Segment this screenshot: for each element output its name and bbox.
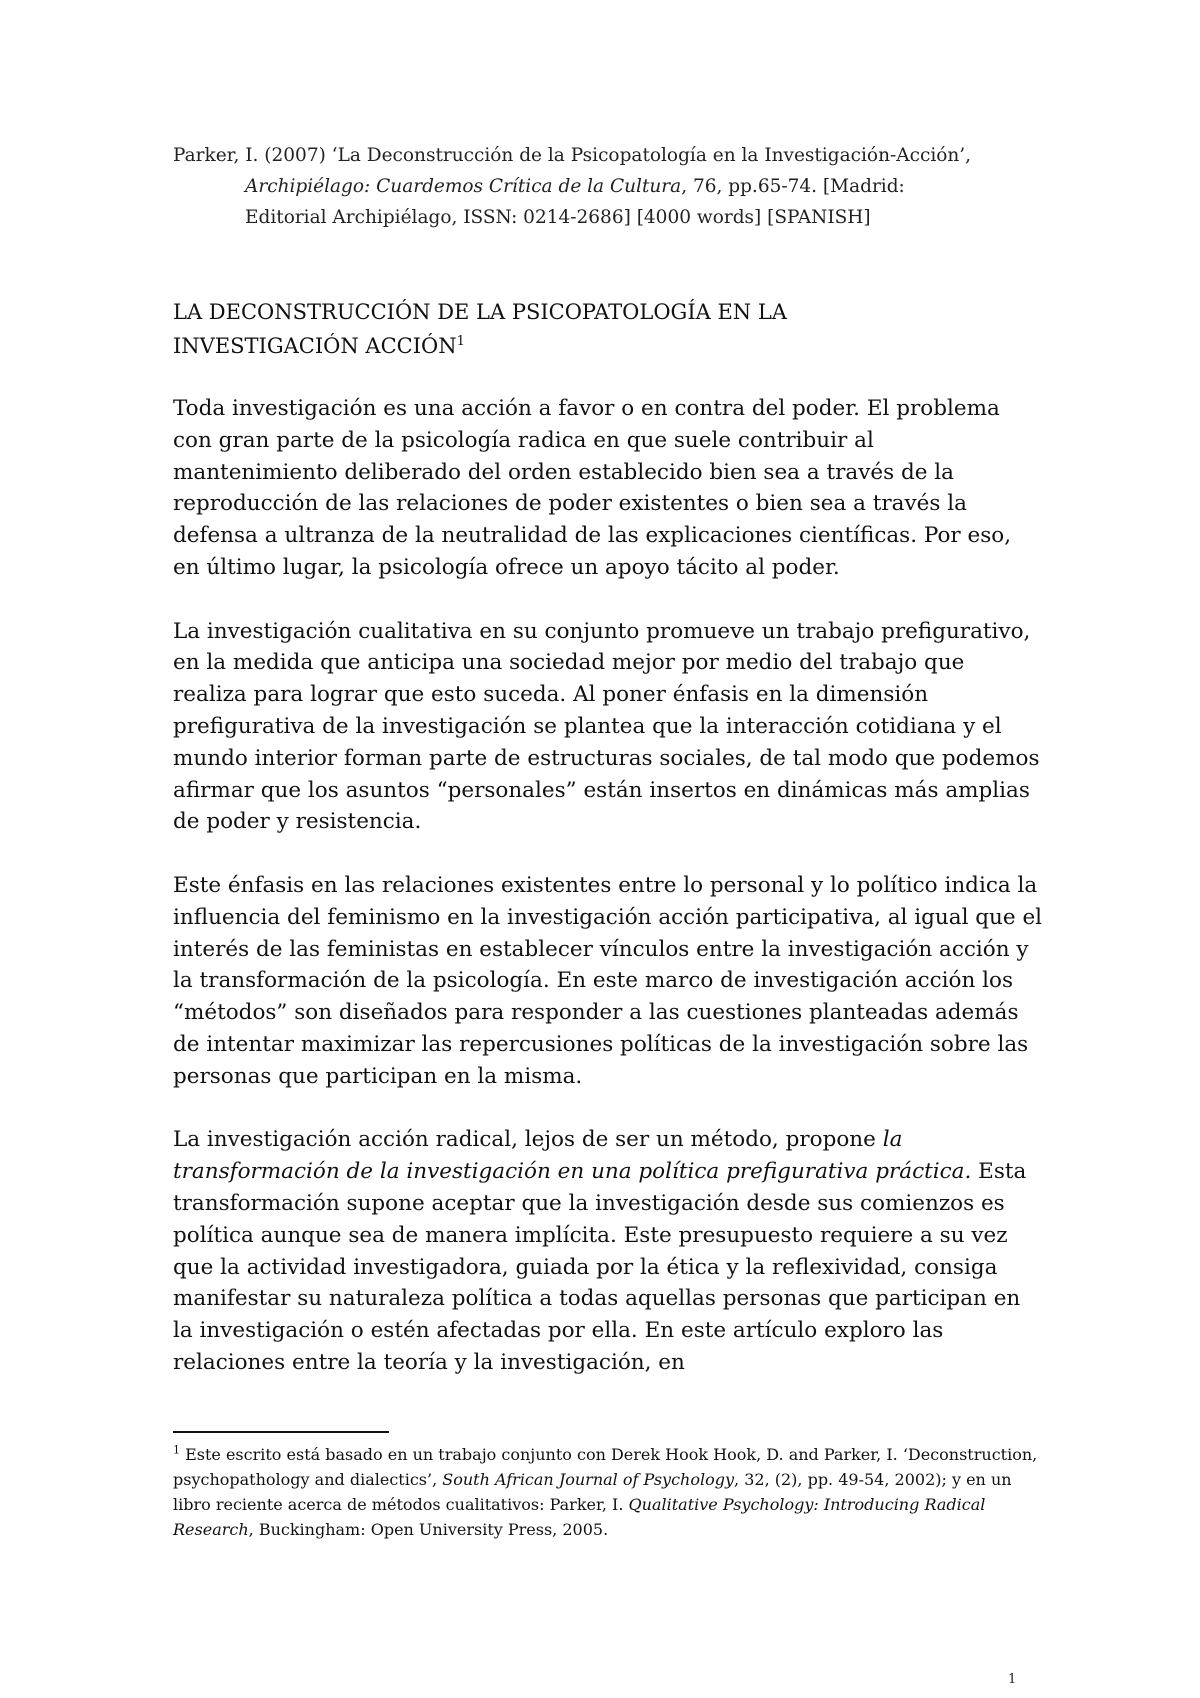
paragraph-3: Este énfasis en las relaciones existentes entre lo personal y lo político indica la influencia del feminismo en la investigación acción participativa, al igual que el interés de las feministas en establecer vínculos entre la investigación acción y la transformación de la psicología. En este marco de investigación acción los “métodos” son diseñados para responder a las cuestiones planteadas además de intentar maximizar las repercusiones políticas de la investigación sobre las personas que participan en la misma. [173,872,1043,1089]
article-title [173,295,1053,363]
paragraph-2: La investigación cualitativa en su conjunto promueve un trabajo prefigurativo, en la medida que anticipa una sociedad mejor por medio del trabajo que realiza para lograr que esto suceda. Al poner énfasis en la dimensión prefigurativa de la investigación se plantea que la interacción cotidiana y el mundo interior forman parte de estructuras sociales, de tal modo que podemos afirmar que los asuntos “personales” están insertos en dinámicas más amplias de poder y resistencia. [173,618,1040,835]
footnote-text-1: Este escrito está basado en un trabajo conjunto con Derek Hook Hook, D. and Parker, I. ‘Deconstruction, psychopathology and dialectics’, [173,1445,1038,1489]
citation-details: , 76, pp.65-74. [Madrid: [681,176,905,197]
title-line-1: LA DECONSTRUCCIÓN DE LA PSICOPATOLOGÍA EN LA [173,300,787,324]
footnote-journal: South African Journal of Psychology [442,1470,735,1489]
title-line-2-wrap [173,329,1053,363]
citation-line-3: Editorial Archipiélago, ISSN: 0214-2686] [4000 words] [SPANISH] [245,207,871,228]
footnote-marker: 1 [173,1443,180,1457]
journal-title: Archipiélago: Cuardemos Crítica de la Cultura [245,176,682,197]
citation-line-1: Parker, I. (2007) ‘La Deconstrucción de la Psicopatología en la Investigación-Acción’, [173,145,972,166]
page-number: 1 [1008,1672,1017,1687]
footnote-separator [173,1431,389,1433]
paragraph-4-emphasis: la transformación de la investigación en una política prefigurativa práctica. [173,1127,972,1185]
paragraph-4-start: La investigación acción radical, lejos de ser un método, propone [173,1127,883,1153]
paragraph-1: Toda investigación es una acción a favor o en contra del poder. El problema con gran parte de la psicología radica en que suele contribuir al mantenimiento deliberado del orden establecido bien sea a través de la reproducción de las relaciones de poder existentes o bien sea a través la defensa a ultranza de la neutralidad de las explicaciones científicas. Por eso, en último lugar, la psicología ofrece un apoyo tácito al poder. [173,396,1012,580]
title-footnote-marker: 1 [456,334,465,349]
citation-line-2 [173,171,1053,202]
footnote-text-3: , Buckingham: Open University Press, 2005. [248,1520,609,1539]
paragraph-4-rest: Esta transformación supone aceptar que la investigación desde sus comienzos es política aunque sea de manera implícita. Este presupuesto requiere a su vez que la actividad investigadora, guiada por la ética y la reflexividad, consiga manifestar su naturaleza política a todas aquellas personas que participan en la investigación o estén afectadas por ella. En este artículo exploro las relaciones entre la teoría y la investigación, en [173,1159,1027,1375]
citation-header [173,140,1053,233]
footnote-1 [173,1442,1038,1542]
title-line-2: INVESTIGACIÓN ACCIÓN [173,334,457,358]
footnote-text-2: , 32, (2), pp. 49-54, 2002); y en un libro reciente acerca de métodos cualitativos: Parker, I. [173,1470,1012,1514]
paragraph-4 [173,1124,1043,1378]
footnote-book: Qualitative Psychology: Introducing Radical Research [173,1495,986,1539]
article-body [173,393,1043,1411]
